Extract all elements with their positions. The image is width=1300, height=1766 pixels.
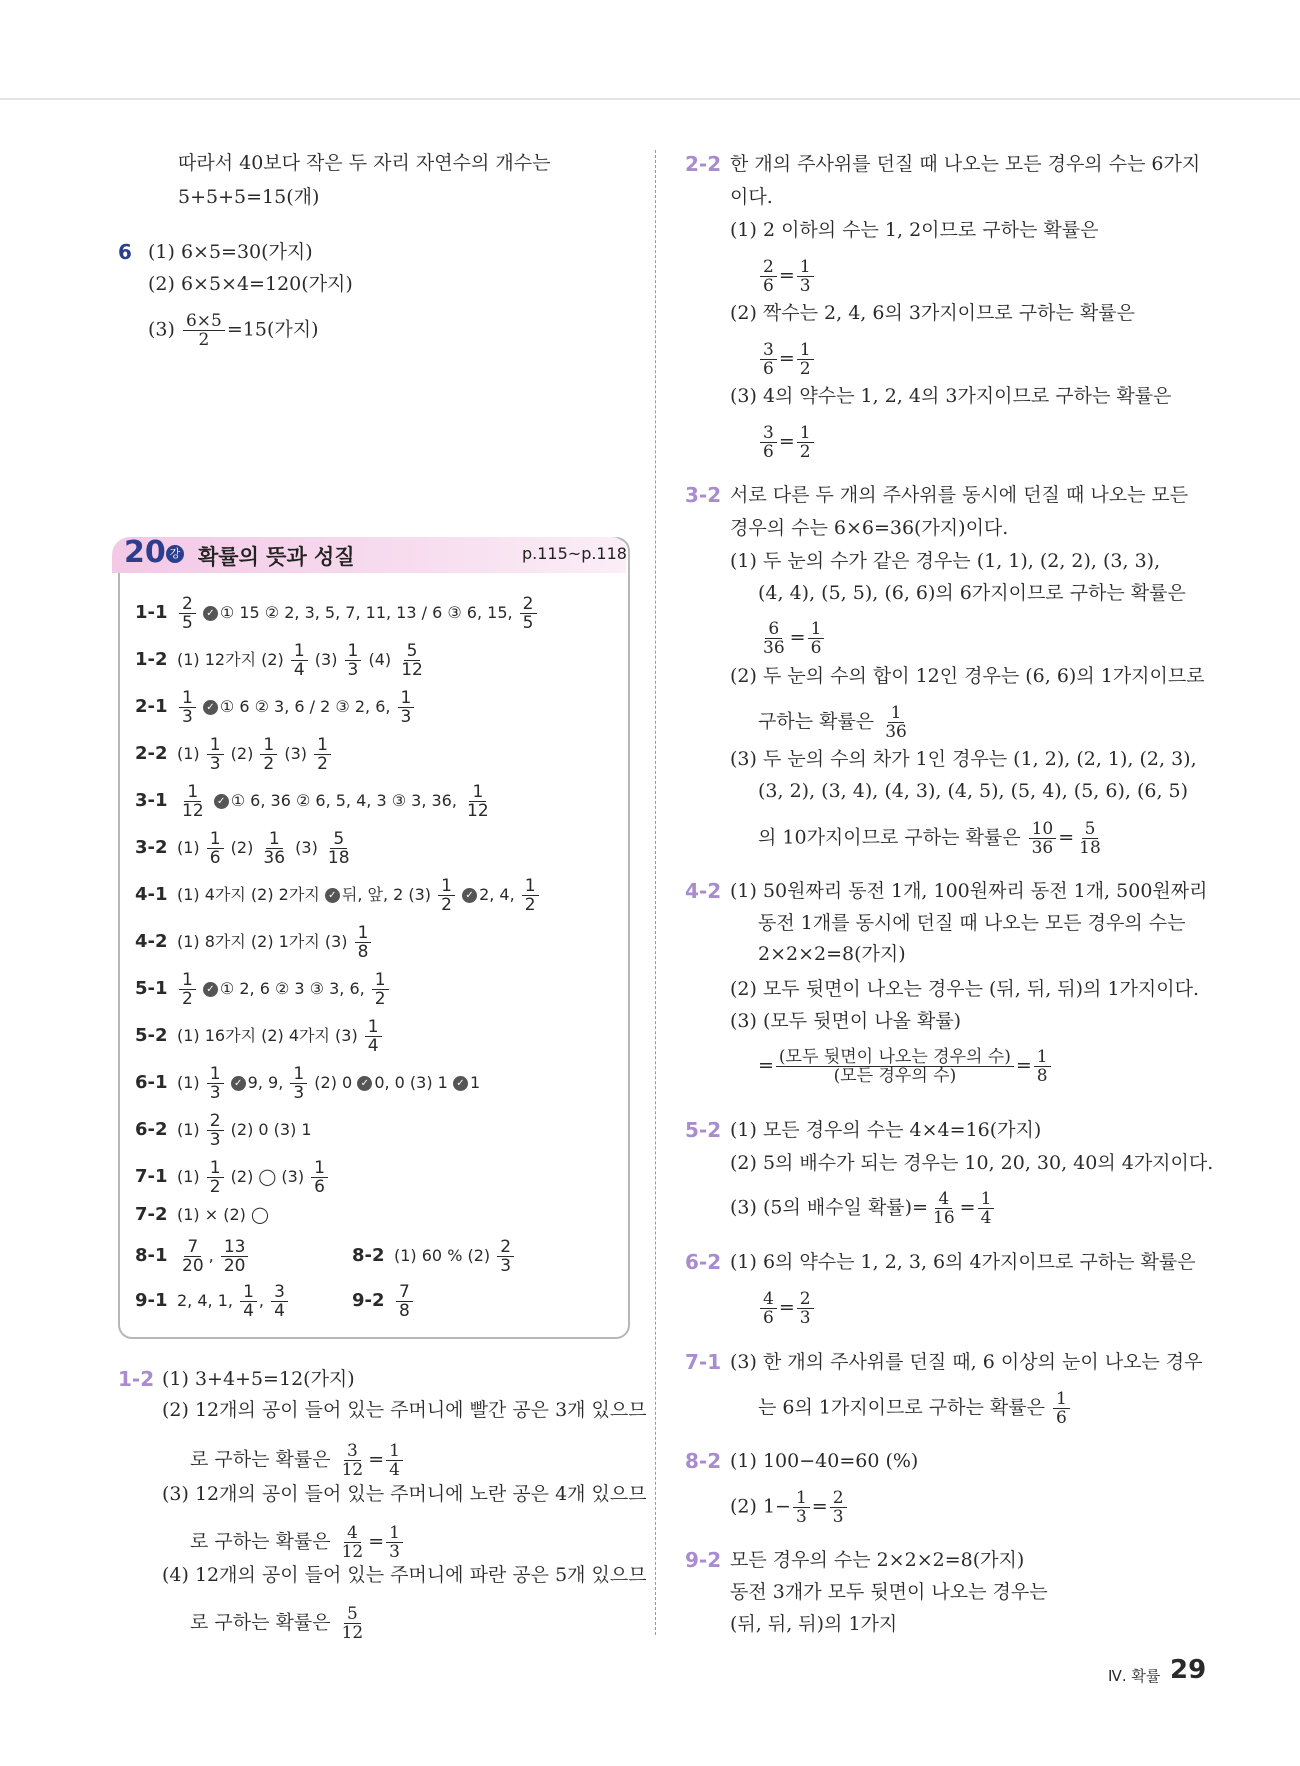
s42-line: (1) 50원짜리 동전 1개, 100원짜리 동전 1개, 500원짜리 <box>730 880 1208 902</box>
s71-line: (3) 한 개의 주사위를 던질 때, 6 이상의 눈이 나오는 경우 <box>730 1351 1203 1373</box>
s22-line: (1) 2 이하의 수는 1, 2이므로 구하는 확률은 <box>730 219 1099 241</box>
s32-line: (2) 두 눈의 수의 합이 12인 경우는 (6, 6)의 1가지이므로 <box>730 665 1205 687</box>
left-intro-line1: 따라서 40보다 작은 두 자리 자연수의 개수는 <box>178 152 551 174</box>
s71-number: 7-1 <box>685 1350 722 1374</box>
check-icon: ✓ <box>462 888 477 903</box>
s92-number: 9-2 <box>685 1548 722 1572</box>
column-divider <box>655 150 656 1635</box>
s71-line: 는 6의 1가지이므로 구하는 확률은 $\frac{1}{6}$ <box>758 1390 1072 1427</box>
check-icon: ✓ <box>203 700 218 715</box>
answer-row: 3-2 (1) $\frac{1}{6}$ (2) $\frac{1}{36}$ (3) $\frac{5}{18}$ <box>135 829 350 868</box>
check-icon: ✓ <box>214 794 229 809</box>
s52-line: (2) 5의 배수가 되는 경우는 10, 20, 30, 40의 4가지이다. <box>730 1152 1214 1174</box>
s82-number: 8-2 <box>685 1449 722 1473</box>
s42-number: 4-2 <box>685 879 722 903</box>
answer-row: 9-2 $\frac{7}{8}$ <box>352 1283 415 1320</box>
s22-line: $\frac{3}{6}$ = $\frac{1}{2}$ <box>758 424 816 461</box>
s32-line: 경우의 수는 6×6=36(가지)이다. <box>730 517 1009 539</box>
lesson-gang-badge: 강 <box>166 545 184 563</box>
s22-number: 2-2 <box>685 152 722 176</box>
s52-number: 5-2 <box>685 1118 722 1142</box>
q12-line: (4) 12개의 공이 들어 있는 주머니에 파란 공은 5개 있으므 <box>162 1564 647 1586</box>
s42-line: 2×2×2=8(가지) <box>758 943 906 965</box>
s22-line: 한 개의 주사위를 던질 때 나오는 모든 경우의 수는 6가지 <box>730 153 1201 175</box>
s42-line: = $\frac{\text{(모두 뒷면이 나오는 경우의 수)}}{\text{(모든 경우의 수)}}$ = $\frac{1}{8}$ <box>758 1048 1053 1085</box>
s62-line: (1) 6의 약수는 1, 2, 3, 6의 4가지이므로 구하는 확률은 <box>730 1251 1196 1273</box>
s32-line: 의 10가지이므로 구하는 확률은 $\frac{10}{36}$ = $\frac{5}{18}$ <box>758 819 1101 858</box>
answer-row: 1-1 $\frac{2}{5}$ ✓ ① 15 ② 2, 3, 5, 7, 11, 13 / 6 ③ 6, 15, $\frac{2}{5}$ <box>135 595 539 632</box>
q12-line: 로 구하는 확률은 $\frac{5}{12}$ <box>190 1604 364 1643</box>
answer-row: 7-1 (1) $\frac{1}{2}$ (2) ◯ (3) $\frac{1}{6}$ <box>135 1159 330 1196</box>
q12-line: 로 구하는 확률은 $\frac{3}{12}$ = $\frac{1}{4}$ <box>190 1442 405 1479</box>
answer-row: 8-2 (1) 60 % (2) $\frac{2}{3}$ <box>352 1238 516 1275</box>
s62-number: 6-2 <box>685 1250 722 1274</box>
lesson-pages: p.115~p.118 <box>522 544 627 563</box>
s32-line: (3) 두 눈의 수의 차가 1인 경우는 (1, 2), (2, 1), (2, 3), <box>730 748 1197 770</box>
s22-line: (2) 짝수는 2, 4, 6의 3가지이므로 구하는 확률은 <box>730 302 1135 324</box>
s22-line: (3) 4의 약수는 1, 2, 4의 3가지이므로 구하는 확률은 <box>730 385 1172 407</box>
s52-line: (3) (5의 배수일 확률)= $\frac{4}{16}$ = $\frac{1}{4}$ <box>730 1190 996 1227</box>
lesson-title: 확률의 뜻과 성질 <box>198 545 355 569</box>
q6-answer-3: (3) $\frac{6\times 5}{2}$ =15(가지) <box>148 311 319 350</box>
q6-number: 6 <box>118 240 132 264</box>
page-number: 29 <box>1170 1655 1207 1685</box>
s42-line: 동전 1개를 동시에 던질 때 나오는 모든 경우의 수는 <box>758 912 1186 934</box>
s82-line: (1) 100−40=60 (%) <box>730 1450 919 1472</box>
q12-number: 1-2 <box>118 1367 155 1391</box>
check-icon: ✓ <box>325 888 340 903</box>
s22-line: $\frac{3}{6}$ = $\frac{1}{2}$ <box>758 341 816 378</box>
q12-line: 로 구하는 확률은 $\frac{4}{12}$ = $\frac{1}{3}$ <box>190 1524 405 1561</box>
q12-line: (2) 12개의 공이 들어 있는 주머니에 빨간 공은 3개 있으므 <box>162 1399 647 1421</box>
answer-row: 1-2 (1) 12가지 (2) $\frac{1}{4}$ (3) $\frac{1}{3}$ (4) $\frac{5}{12}$ <box>135 641 423 680</box>
answer-row: 5-1 $\frac{1}{2}$ ✓ ① 2, 6 ② 3 ③ 3, 6, $\frac{1}{2}$ <box>135 971 391 1008</box>
q12-line: (1) 3+4+5=12(가지) <box>162 1368 355 1390</box>
s32-line: $\frac{6}{36}$ = $\frac{1}{6}$ <box>758 620 826 657</box>
check-icon: ✓ <box>203 982 218 997</box>
s32-line: 구하는 확률은 $\frac{1}{36}$ <box>758 703 907 742</box>
answer-row: 3-1 $\frac{1}{12}$ ✓ ① 6, 36 ② 6, 5, 4, 3 ③ 3, 36, $\frac{1}{12}$ <box>135 782 489 821</box>
q12-line: (3) 12개의 공이 들어 있는 주머니에 노란 공은 4개 있으므 <box>162 1483 647 1505</box>
left-intro-line2: 5+5+5=15(개) <box>178 186 320 208</box>
answer-row: 4-1 (1) 4가지 (2) 2가지 ✓ 뒤, 앞, 2 (3) $\frac{1}{2}$ ✓ 2, 4, $\frac{1}{2}$ <box>135 877 541 914</box>
answer-row: 2-2 (1) $\frac{1}{3}$ (2) $\frac{1}{2}$ (3) $\frac{1}{2}$ <box>135 736 333 773</box>
top-rule <box>0 98 1300 100</box>
answer-row: 6-2 (1) $\frac{2}{3}$ (2) 0 (3) 1 <box>135 1111 312 1150</box>
s52-line: (1) 모든 경우의 수는 4×4=16(가지) <box>730 1119 1042 1141</box>
check-icon: ✓ <box>203 606 218 621</box>
answer-row: 9-1 2, 4, 1, $\frac{1}{4}$ , $\frac{3}{4}$ <box>135 1283 290 1320</box>
answer-row: 8-1 $\frac{7}{20}$ , $\frac{13}{20}$ <box>135 1238 250 1275</box>
answer-row: 4-2 (1) 8가지 (2) 1가지 (3) $\frac{1}{8}$ <box>135 924 373 961</box>
chapter-label: Ⅳ. 확률 <box>1108 1667 1161 1685</box>
q6-answer-2: (2) 6×5×4=120(가지) <box>148 273 353 295</box>
answer-row: 7-2 (1) × (2) ◯ <box>135 1204 269 1225</box>
s42-line: (3) (모두 뒷면이 나올 확률) <box>730 1010 962 1032</box>
check-icon: ✓ <box>357 1076 372 1091</box>
s32-line: (1) 두 눈의 수가 같은 경우는 (1, 1), (2, 2), (3, 3), <box>730 550 1161 572</box>
check-icon: ✓ <box>231 1076 246 1091</box>
s22-line: 이다. <box>730 186 773 208</box>
s32-number: 3-2 <box>685 483 722 507</box>
s32-line: (3, 2), (3, 4), (4, 3), (4, 5), (5, 4), (5, 6), (6, 5) <box>758 780 1189 802</box>
s92-line: 모든 경우의 수는 2×2×2=8(가지) <box>730 1549 1025 1571</box>
s92-line: 동전 3개가 모두 뒷면이 나오는 경우는 <box>730 1581 1048 1603</box>
q6-answer-1: (1) 6×5=30(가지) <box>148 241 313 263</box>
answer-row: 5-2 (1) 16가지 (2) 4가지 (3) $\frac{1}{4}$ <box>135 1018 384 1055</box>
lesson-number: 20 <box>124 535 166 570</box>
s82-line: (2) 1− $\frac{1}{3}$ = $\frac{2}{3}$ <box>730 1489 849 1526</box>
s22-line: $\frac{2}{6}$ = $\frac{1}{3}$ <box>758 258 816 295</box>
s32-line: (4, 4), (5, 5), (6, 6)의 6가지이므로 구하는 확률은 <box>758 582 1186 604</box>
check-icon: ✓ <box>453 1076 468 1091</box>
s32-line: 서로 다른 두 개의 주사위를 동시에 던질 때 나오는 모든 <box>730 484 1189 506</box>
answer-row: 2-1 $\frac{1}{3}$ ✓ ① 6 ② 3, 6 / 2 ③ 2, 6, $\frac{1}{3}$ <box>135 689 416 726</box>
s42-line: (2) 모두 뒷면이 나오는 경우는 (뒤, 뒤, 뒤)의 1가지이다. <box>730 978 1199 1000</box>
s92-line: (뒤, 뒤, 뒤)의 1가지 <box>730 1613 898 1635</box>
s62-line: $\frac{4}{6}$ = $\frac{2}{3}$ <box>758 1290 816 1327</box>
answer-row: 6-1 (1) $\frac{1}{3}$ ✓ 9, 9, $\frac{1}{3}$ (2) 0 ✓ 0, 0 (3) 1 ✓ 1 <box>135 1064 481 1103</box>
